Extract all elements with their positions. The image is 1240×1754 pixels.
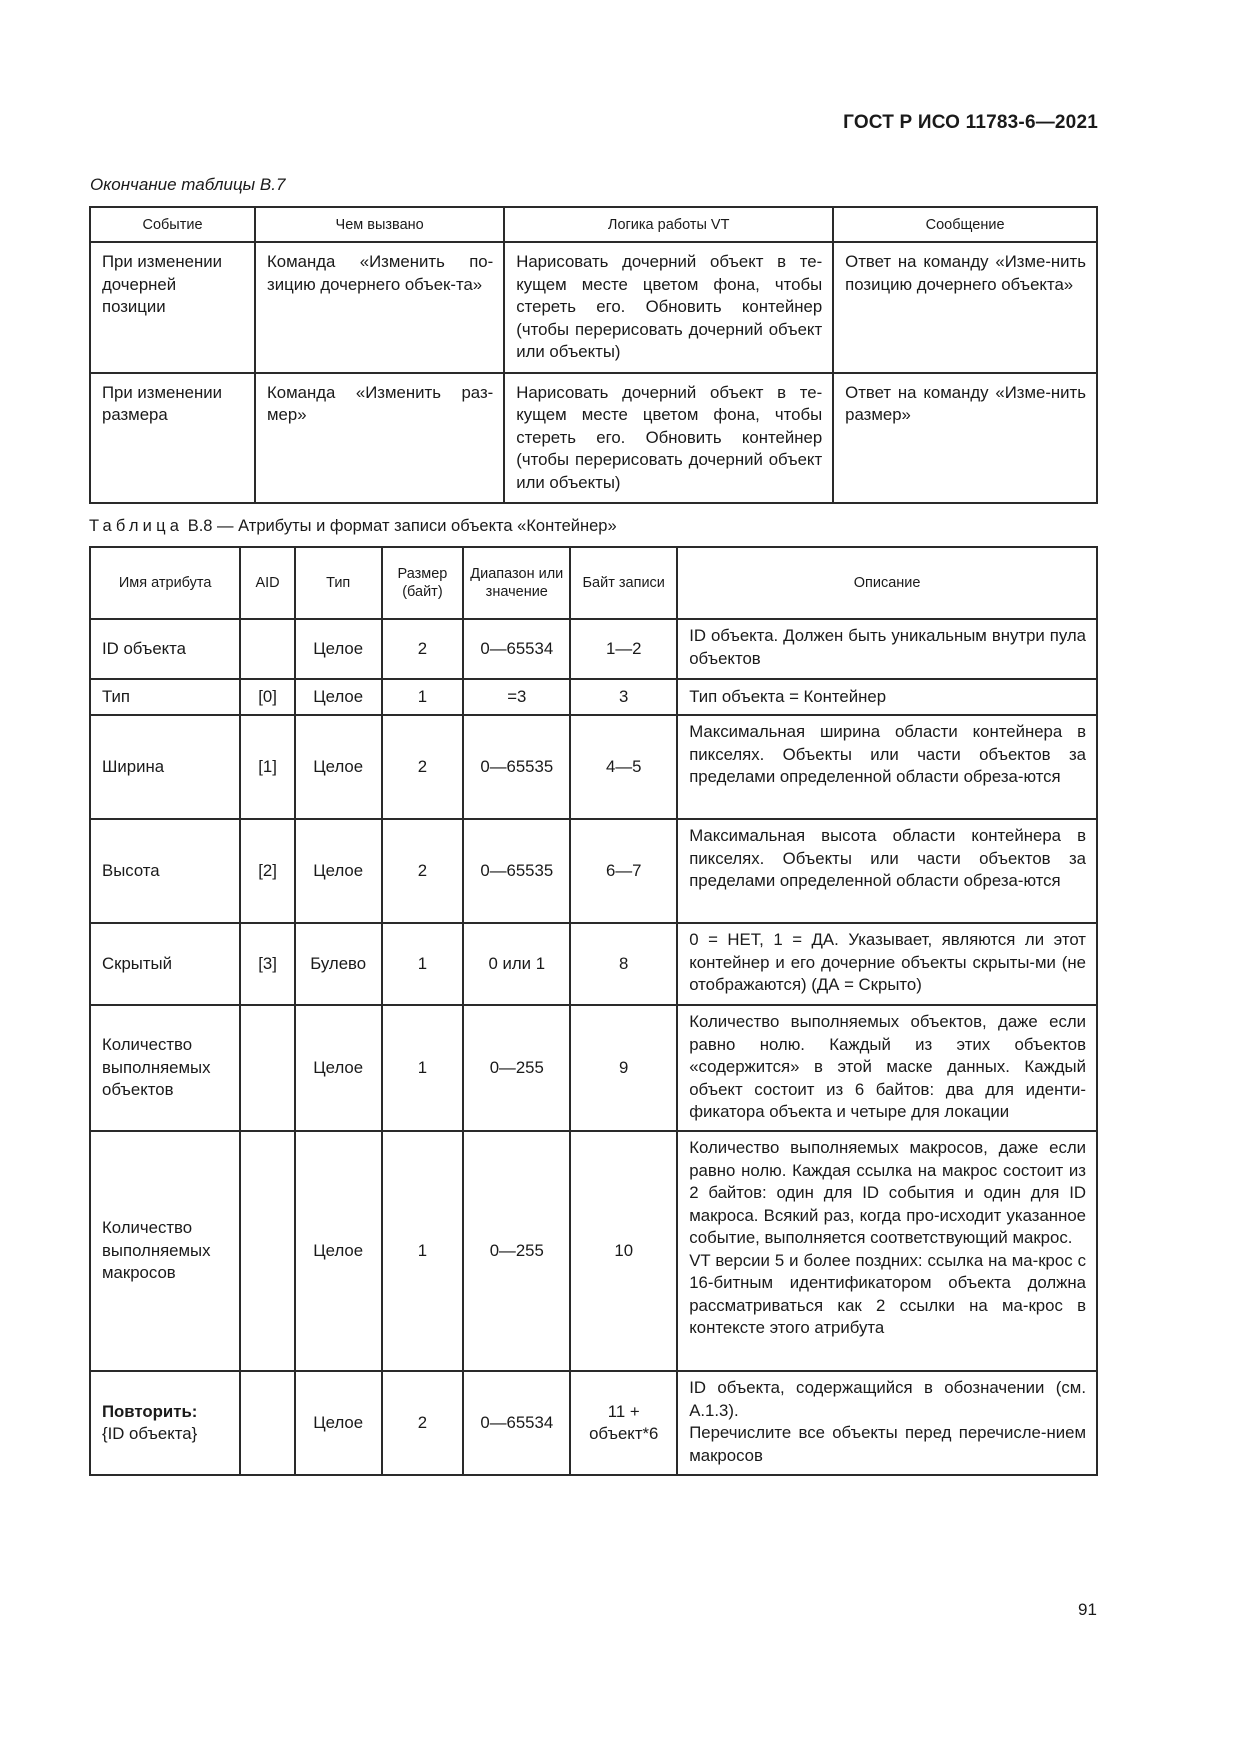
table-row	[90, 242, 1097, 373]
attribute-range: 0—255	[463, 1131, 570, 1371]
description-text: ID объекта, содержащийся в обозначении (см. А.1.3).	[689, 1378, 1086, 1420]
table-row	[90, 715, 1097, 819]
attribute-type: Целое	[295, 1005, 382, 1131]
attribute-aid	[240, 1131, 294, 1371]
attribute-range: 0—255	[463, 1005, 570, 1131]
attribute-aid: [0]	[240, 679, 294, 715]
repeat-label: Повторить:	[102, 1401, 198, 1421]
attribute-type: Булево	[295, 923, 382, 1005]
attribute-range: 0—65534	[463, 1371, 570, 1475]
table-row	[90, 1005, 1097, 1131]
table-cell: Команда «Изменить раз-мер»	[255, 373, 504, 504]
attributes-table	[89, 546, 1098, 1476]
column-header: Байт записи	[570, 547, 677, 619]
table-row	[90, 1131, 1097, 1371]
attribute-type: Целое	[295, 715, 382, 819]
attribute-size: 2	[382, 619, 464, 679]
column-header: Имя атрибута	[90, 547, 240, 619]
attribute-range: 0 или 1	[463, 923, 570, 1005]
attribute-aid	[240, 619, 294, 679]
table-row	[90, 373, 1097, 504]
table-cell: Нарисовать дочерний объект в те-кущем месте цветом фона, чтобы стереть его. Обновить контейнер (чтобы перерисовать дочерний объект или объекты)	[504, 373, 833, 504]
column-header: Диапазон или значение	[463, 547, 570, 619]
table-cell: Ответ на команду «Изме-нить размер»	[833, 373, 1097, 504]
attribute-description: Тип объекта = Контейнер	[677, 679, 1097, 715]
description-text: Количество выполняемых макросов, даже если равно нолю. Каждая ссылка на макрос состоит из 2 байтов: один для ID события и один для ID макроса. Всякий раз, когда про-исходит указанное событие, выполняется соответствующий макрос.	[689, 1138, 1086, 1247]
attribute-size: 1	[382, 923, 464, 1005]
attribute-type: Целое	[295, 1131, 382, 1371]
attribute-bytes: 8	[570, 923, 677, 1005]
attribute-aid: [3]	[240, 923, 294, 1005]
table-cell: Нарисовать дочерний объект в те-кущем месте цветом фона, чтобы стереть его. Обновить контейнер (чтобы перерисовать дочерний объект или объекты)	[504, 242, 833, 373]
attribute-bytes: 9	[570, 1005, 677, 1131]
attribute-name: Количество выполняемых макросов	[90, 1131, 240, 1371]
table-row	[90, 619, 1097, 679]
attribute-description	[677, 1131, 1097, 1371]
attribute-description: Максимальная ширина области контейнера в пикселях. Объекты или части объектов за пределами определенной области обреза-ются	[677, 715, 1097, 819]
attribute-bytes: 4—5	[570, 715, 677, 819]
attribute-aid: [1]	[240, 715, 294, 819]
table2-caption-prefix: Таблица	[89, 517, 184, 535]
attribute-name: ID объекта	[90, 619, 240, 679]
attribute-size: 1	[382, 1131, 464, 1371]
column-header: Событие	[90, 207, 255, 242]
attribute-description: Количество выполняемых объектов, даже если равно нолю. Каждый из этих объектов «содержится» в этой маске данных. Каждый объект состоит из 6 байтов: два для иденти-фикатора объекта и четыре для локации	[677, 1005, 1097, 1131]
column-header: Тип	[295, 547, 382, 619]
table-cell: Ответ на команду «Изме-нить позицию дочернего объекта»	[833, 242, 1097, 373]
attribute-bytes: 1—2	[570, 619, 677, 679]
attribute-name: Количество выполняемых объектов	[90, 1005, 240, 1131]
attribute-size: 2	[382, 819, 464, 923]
attribute-size: 2	[382, 715, 464, 819]
attribute-name: Тип	[90, 679, 240, 715]
table-row	[90, 819, 1097, 923]
attribute-aid	[240, 1005, 294, 1131]
attribute-type: Целое	[295, 1371, 382, 1475]
attribute-aid	[240, 1371, 294, 1475]
description-note: Перечислите все объекты перед перечисле-нием макросов	[689, 1423, 1086, 1465]
attribute-description: 0 = НЕТ, 1 = ДА. Указывает, являются ли этот контейнер и его дочерние объекты скрыты-ми (не отображаются) (ДА = Скрыто)	[677, 923, 1097, 1005]
column-header: Описание	[677, 547, 1097, 619]
attribute-size: 2	[382, 1371, 464, 1475]
page-number: 91	[1078, 1600, 1097, 1619]
attribute-range: =3	[463, 679, 570, 715]
column-header: Логика работы VT	[504, 207, 833, 242]
table-row	[90, 679, 1097, 715]
attribute-size: 1	[382, 1005, 464, 1131]
attribute-bytes: 10	[570, 1131, 677, 1371]
column-header: Сообщение	[833, 207, 1097, 242]
column-header: AID	[240, 547, 294, 619]
attribute-bytes: 6—7	[570, 819, 677, 923]
attribute-range: 0—65534	[463, 619, 570, 679]
table-cell: Команда «Изменить по-зицию дочернего объек-та»	[255, 242, 504, 373]
attribute-type: Целое	[295, 819, 382, 923]
document-id: ГОСТ Р ИСО 11783-6—2021	[843, 112, 1098, 133]
table1-caption: Окончание таблицы В.7	[90, 175, 286, 194]
column-header: Размер (байт)	[382, 547, 464, 619]
table2-caption	[89, 517, 617, 536]
attribute-name	[90, 1371, 240, 1475]
attribute-name: Ширина	[90, 715, 240, 819]
attribute-range: 0—65535	[463, 715, 570, 819]
table-header-row	[90, 207, 1097, 242]
events-table	[89, 206, 1098, 504]
repeat-value: {ID объекта}	[102, 1424, 198, 1443]
table-row	[90, 923, 1097, 1005]
attribute-bytes: 3	[570, 679, 677, 715]
attribute-description: Максимальная высота области контейнера в пикселях. Объекты или части объектов за пределами определенной области обреза-ются	[677, 819, 1097, 923]
attribute-description: ID объекта. Должен быть уникальным внутри пула объектов	[677, 619, 1097, 679]
attribute-range: 0—65535	[463, 819, 570, 923]
attribute-aid: [2]	[240, 819, 294, 923]
attribute-name: Скрытый	[90, 923, 240, 1005]
attribute-description	[677, 1371, 1097, 1475]
attribute-size: 1	[382, 679, 464, 715]
attribute-type: Целое	[295, 619, 382, 679]
table-cell: При изменении размера	[90, 373, 255, 504]
attribute-name: Высота	[90, 819, 240, 923]
column-header: Чем вызвано	[255, 207, 504, 242]
table-cell: При изменении дочерней позиции	[90, 242, 255, 373]
table-row	[90, 1371, 1097, 1475]
attribute-bytes: 11 + объект*6	[570, 1371, 677, 1475]
description-note: VT версии 5 и более поздних: ссылка на ма-крос с 16-битным идентификатором объекта должна рассматриваться как 2 ссылки на ма-крос в контексте этого атрибута	[689, 1250, 1086, 1337]
attribute-type: Целое	[295, 679, 382, 715]
table2-caption-title: В.8 — Атрибуты и формат записи объекта «Контейнер»	[187, 517, 617, 535]
table-header-row	[90, 547, 1097, 619]
